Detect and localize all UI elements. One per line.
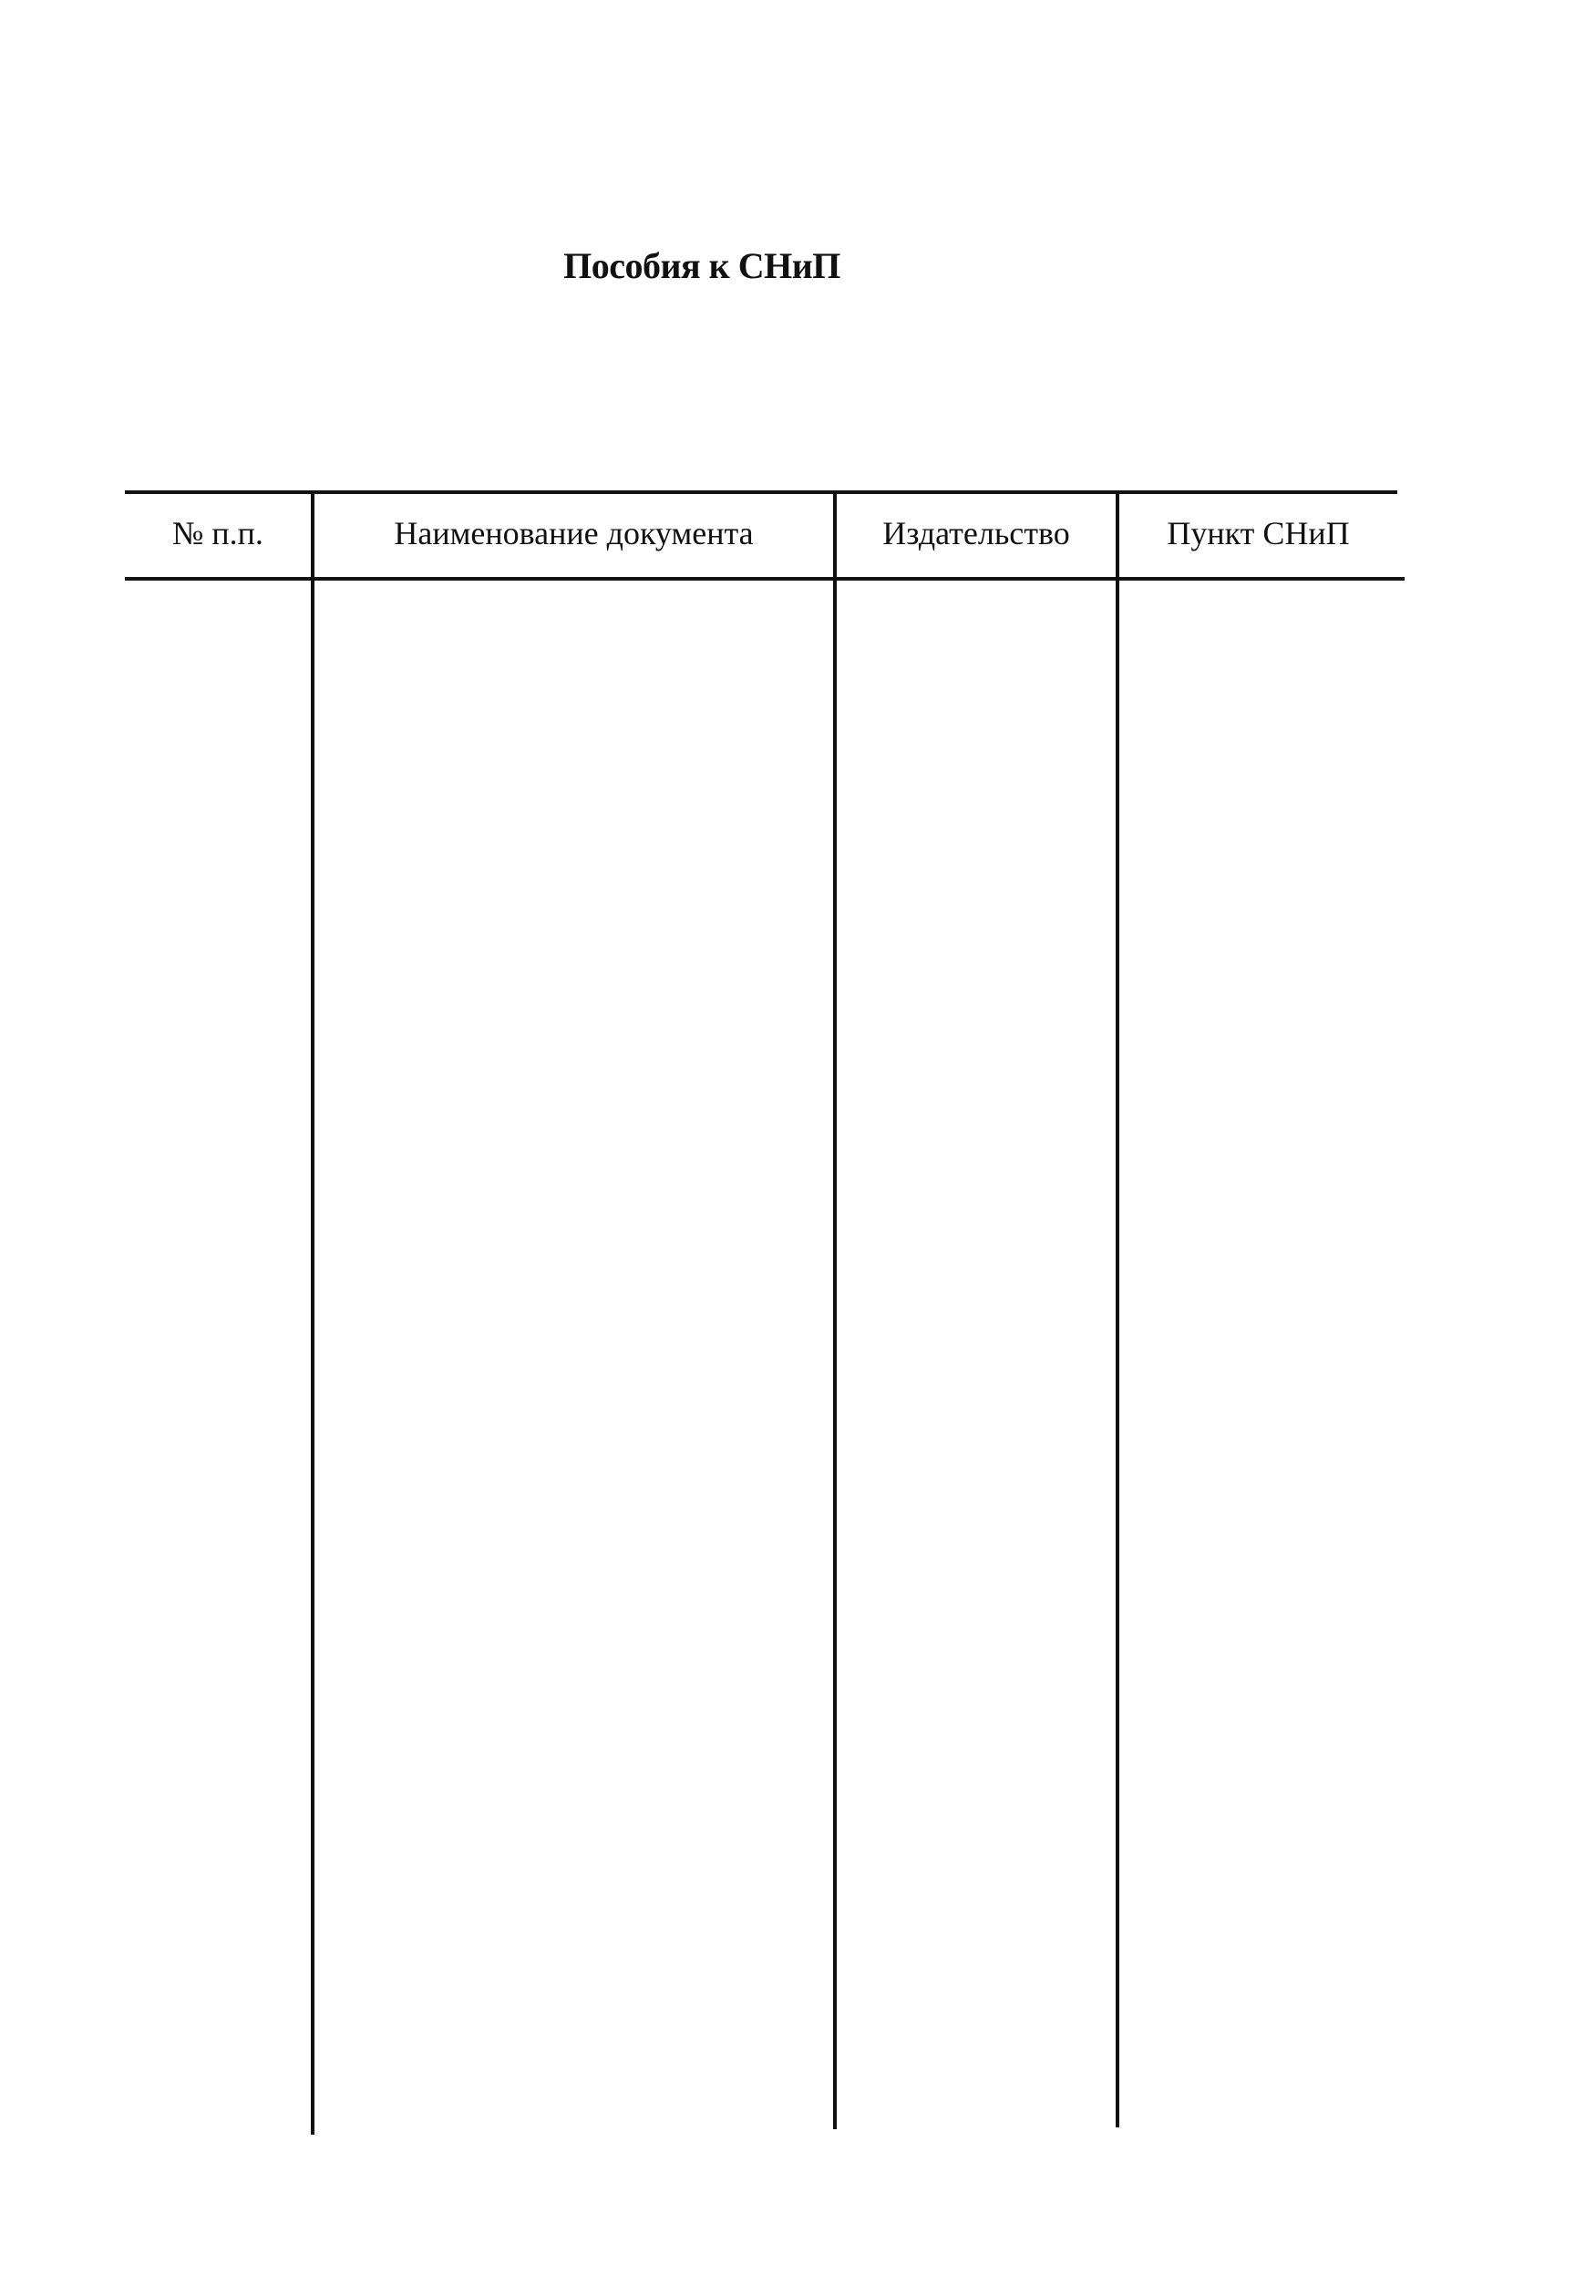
column-divider [833,492,837,2129]
column-header-document-name: Наименование документа [394,515,754,551]
column-header-publisher: Издательство [882,515,1070,551]
column-divider [1116,492,1119,2127]
table-top-rule [125,490,1397,494]
table-header-rule [125,577,1405,581]
column-divider [311,492,314,2135]
column-header-number: № п.п. [172,515,263,551]
column-header-snip-clause: Пункт СНиП [1167,515,1350,551]
page-title: Пособия к СНиП [563,245,840,286]
